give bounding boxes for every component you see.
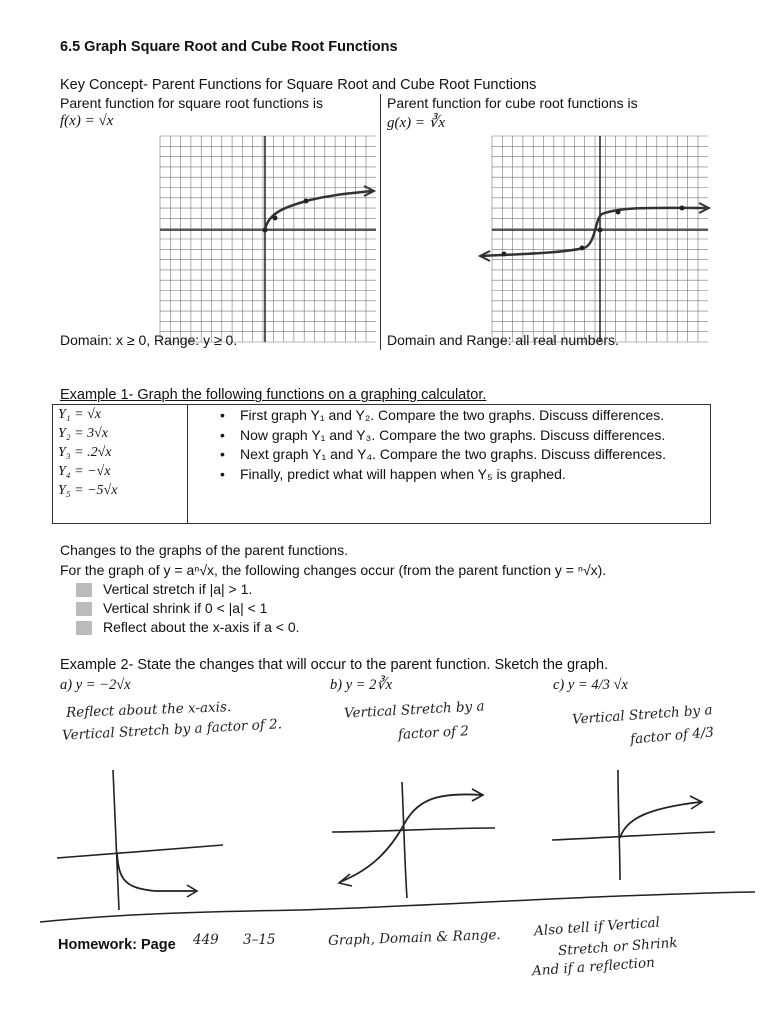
cbrt-parent-graph [492,136,708,342]
page-title: 6.5 Graph Square Root and Cube Root Functions [60,39,398,55]
function-y4: Y₄ = −√x [58,464,111,479]
sketch-part-c [550,770,720,910]
part-c-note: factor of 4/3 [629,724,715,748]
example2-part-a: a) y = −2√x [60,677,131,693]
changes-intro: For the graph of y = aⁿ√x, the following changes occur (from the parent function y = ⁿ√x). [60,562,607,578]
key-concept-heading: Key Concept- Parent Functions for Square Root and Cube Root Functions [60,77,537,93]
sketch-part-b [330,770,500,910]
cbrt-domain-range: Domain and Range: all real numbers. [387,332,619,348]
homework-note: Graph, Domain & Range. [327,926,501,950]
function-y1: Y₁ = √x [58,407,101,422]
homework-note: Also tell if Vertical [533,914,661,940]
example1-heading: Example 1- Graph the following functions on a graphing calculator. [60,387,487,403]
cbrt-parent-desc: Parent function for cube root functions is [387,95,638,111]
function-y2: Y₂ = 3√x [58,426,108,441]
sketch-part-a [55,770,225,910]
function-y5: Y₅ = −5√x [58,483,118,498]
example2-part-b: b) y = 2∛x [330,677,393,693]
example1-bullet: Next graph Y₁ and Y₄. Compare the two graphs. Discuss differences. [240,446,666,462]
example1-bullet: First graph Y₁ and Y₂. Compare the two graphs. Discuss differences. [240,407,665,423]
homework-note: Stretch or Shrink [557,934,678,960]
column-divider [380,94,381,350]
part-b-note: factor of 2 [397,723,470,743]
part-a-note: Reflect about the x-axis. [65,699,232,721]
example2-part-c: c) y = 4/3 √x [553,677,628,693]
highlight-bullet-icon [76,583,92,597]
cbrt-parent-formula: g(x) = ∛x [387,115,445,131]
sqrt-parent-formula: f(x) = √x [60,113,114,129]
example1-table-divider [187,405,188,523]
change-reflect: Reflect about the x-axis if a < 0. [103,619,300,635]
part-a-note: Vertical Stretch by a factor of 2. [61,716,283,744]
homework-note: And if a reflection [531,954,656,980]
example2-heading: Example 2- State the changes that will occur to the parent function. Sketch the graph. [60,657,609,673]
example1-bullet: Now graph Y₁ and Y₃. Compare the two graphs. Discuss differences. [240,427,666,443]
sqrt-domain-range: Domain: x ≥ 0, Range: y ≥ 0. [60,332,238,348]
sqrt-parent-graph [160,136,376,342]
cbrt-curve [482,208,707,256]
part-b-note: Vertical Stretch by a [343,698,485,722]
homework-label: Homework: Page [58,937,176,953]
homework-problems: 3–15 [243,932,276,948]
change-vertical-stretch: Vertical stretch if |a| > 1. [103,581,253,597]
sqrt-parent-desc: Parent function for square root functions is [60,95,324,111]
homework-page: 449 [193,932,219,948]
highlight-bullet-icon [76,602,92,616]
example1-bullet: Finally, predict what will happen when Y₅ is graphed. [240,466,566,482]
highlight-bullet-icon [76,621,92,635]
bullet-icon: • [220,466,225,482]
bullet-icon: • [220,446,225,462]
bullet-icon: • [220,407,225,423]
part-c-note: Vertical Stretch by a [571,702,714,728]
changes-heading: Changes to the graphs of the parent functions. [60,542,348,558]
bullet-icon: • [220,427,225,443]
function-y3: Y₃ = .2√x [58,445,112,460]
change-vertical-shrink: Vertical shrink if 0 < |a| < 1 [103,600,268,616]
